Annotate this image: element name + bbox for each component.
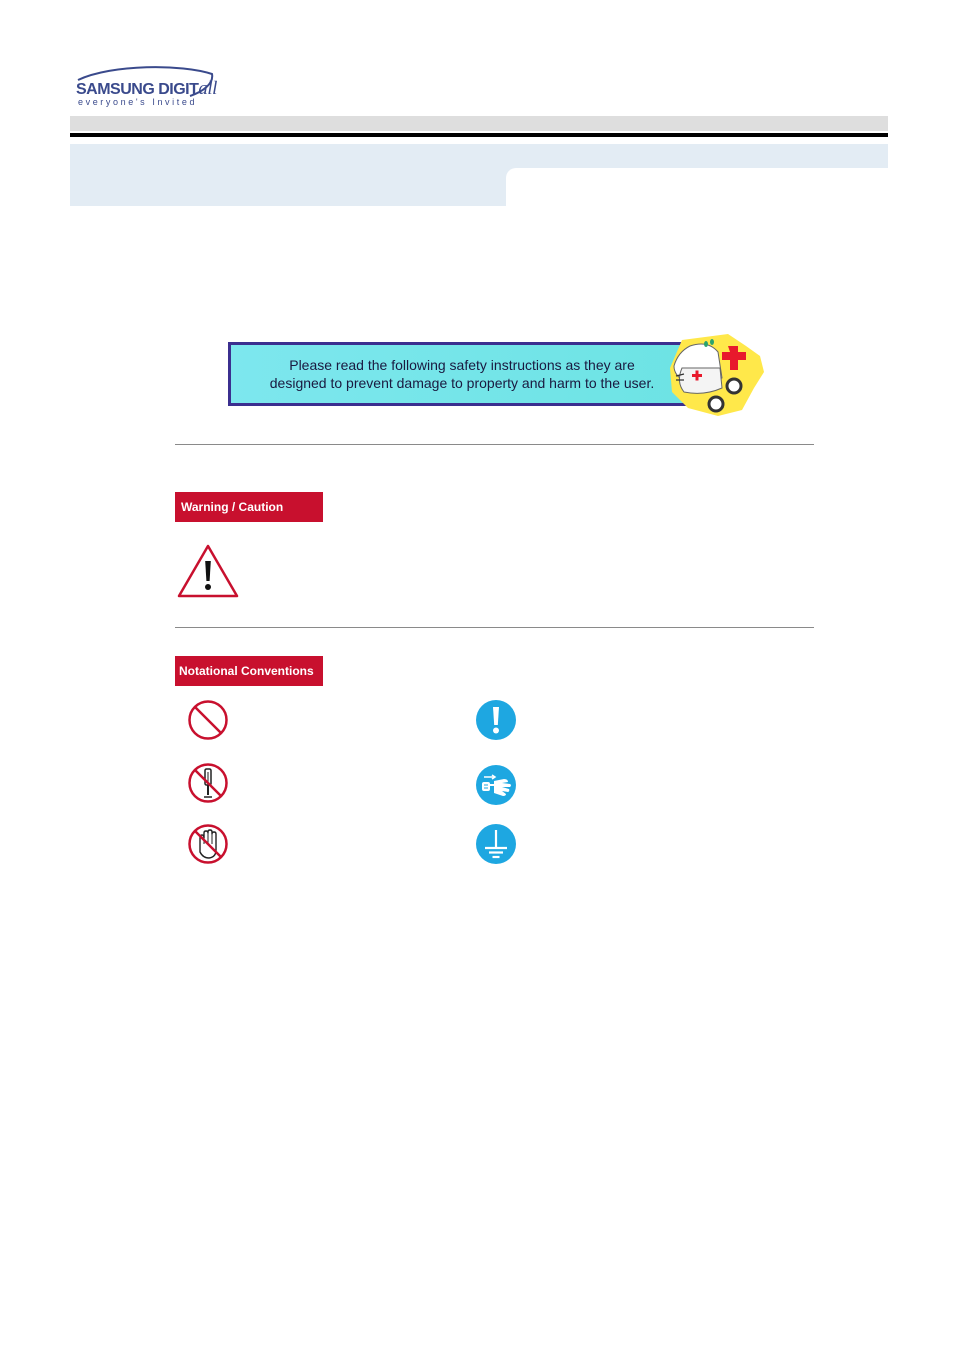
no-disassemble-icon xyxy=(186,761,230,805)
header-divider xyxy=(70,133,888,137)
unplug-icon xyxy=(474,763,518,807)
important-icon xyxy=(474,698,518,742)
header-gray-bar xyxy=(70,116,888,131)
ambulance-icon xyxy=(668,332,766,418)
no-touch-icon xyxy=(186,822,230,866)
title-tab xyxy=(506,168,888,208)
logo-tagline: everyone's Invited xyxy=(78,97,198,107)
logo-brand-suffix: all xyxy=(198,78,217,99)
banner-line-2: designed to prevent damage to property and harm to the user. xyxy=(269,375,655,391)
samsung-logo xyxy=(72,66,217,110)
banner-line-1: Please read the following safety instructions as they are xyxy=(289,357,635,373)
notational-conventions-label: Notational Conventions xyxy=(175,656,323,686)
warning-triangle-icon xyxy=(176,543,240,599)
safety-banner-text xyxy=(231,345,693,403)
prohibited-icon xyxy=(186,698,230,742)
warning-caution-label: Warning / Caution xyxy=(175,492,323,522)
section-divider xyxy=(175,627,814,628)
logo-brand-main: SAMSUNG DIGIT xyxy=(76,81,199,98)
safety-banner xyxy=(228,342,696,406)
ground-icon xyxy=(474,822,518,866)
section-divider xyxy=(175,444,814,445)
